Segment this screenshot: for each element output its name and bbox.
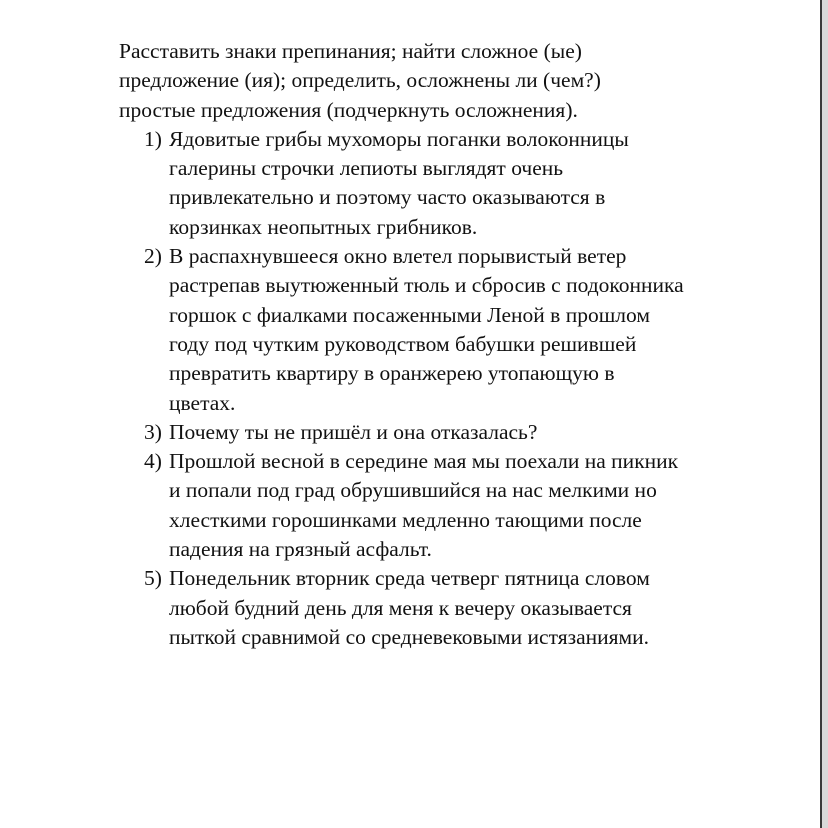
sentence-item-4 xyxy=(119,447,779,564)
sentence-text xyxy=(169,447,779,564)
sentence-line: и попали под град обрушившийся на нас мелкими но xyxy=(169,478,657,503)
sentence-line: привлекательно и поэтому часто оказываются в xyxy=(169,185,606,210)
sentence-line: превратить квартиру в оранжерею утопающую в xyxy=(169,361,615,386)
item-number: 4) xyxy=(144,449,162,474)
instruction-line: Расставить знаки препинания; найти сложное (ые) xyxy=(119,39,582,63)
sentence-line: любой будний день для меня к вечеру оказывается xyxy=(169,595,632,620)
document-content xyxy=(119,37,779,652)
item-number: 2) xyxy=(144,244,162,269)
page-edge-shade xyxy=(822,0,828,828)
sentence-text xyxy=(169,564,779,652)
sentence-line: Понедельник вторник среда четверг пятница словом xyxy=(169,566,650,591)
sentence-line: галерины строчки лепиоты выглядят очень xyxy=(169,156,564,181)
sentence-list xyxy=(119,125,779,652)
sentence-line: пыткой сравнимой со средневековыми истязаниями. xyxy=(169,624,650,649)
sentence-line: Почему ты не пришёл и она отказалась? xyxy=(169,419,538,444)
item-number: 5) xyxy=(144,566,162,591)
sentence-text xyxy=(169,242,779,418)
sentence-line: корзинках неопытных грибников. xyxy=(169,214,478,239)
sentence-line: хлесткими горошинками медленно тающими после xyxy=(169,507,642,532)
sentence-item-3 xyxy=(119,418,779,447)
sentence-line: цветах. xyxy=(169,390,236,415)
instruction-line: предложение (ия); определить, осложнены ли (чем?) xyxy=(119,68,601,93)
sentence-line: В распахнувшееся окно влетел порывистый ветер xyxy=(169,244,627,269)
sentence-line: Ядовитые грибы мухоморы поганки волоконницы xyxy=(169,126,629,151)
item-number: 1) xyxy=(144,126,162,151)
sentence-line: горшок с фиалками посаженными Леной в прошлом xyxy=(169,302,650,327)
sentence-item-5 xyxy=(119,564,779,652)
sentence-item-1 xyxy=(119,125,779,242)
sentence-item-2 xyxy=(119,242,779,418)
item-number: 3) xyxy=(144,419,162,444)
sentence-text xyxy=(169,125,779,242)
sentence-text xyxy=(169,418,779,447)
sentence-line: Прошлой весной в середине мая мы поехали на пикник xyxy=(169,449,679,474)
instruction-line: простые предложения (подчеркнуть осложнения). xyxy=(119,97,578,122)
sentence-line: году под чутким руководством бабушки решившей xyxy=(169,331,637,356)
task-instruction xyxy=(119,37,779,125)
sentence-line: падения на грязный асфальт. xyxy=(169,537,432,562)
sentence-line: растрепав выутюженный тюль и сбросив с подоконника xyxy=(169,273,684,298)
